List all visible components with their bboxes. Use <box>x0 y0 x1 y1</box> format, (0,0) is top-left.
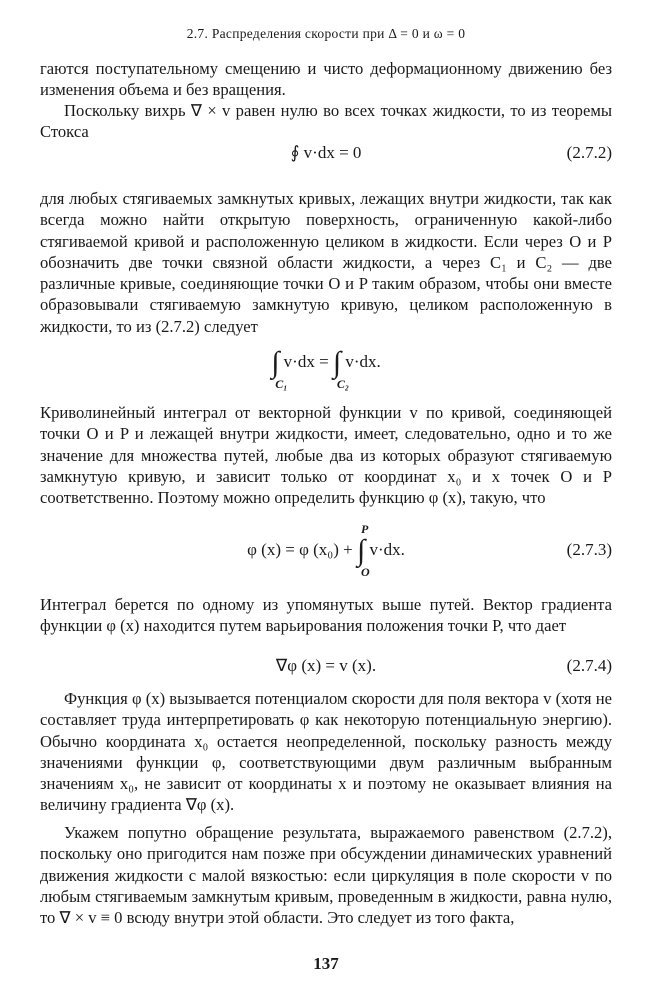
paragraph-7-text: Укажем попутно обращение результата, выражаемого равенством (2.7.2), поскольку оно пригодится нам позже при обсуждении динамических уравнений движения жидкости с малой вязкостью: если циркуляция в поле скорости v по любым стягиваемым замкнутым кривым, проведенным в жидкости, равна нулю, то ∇ × v ≡ 0 всюду внутри этой области. Это следует из того факта, <box>40 823 612 928</box>
integral-sign-icon: ∫ <box>332 346 342 379</box>
equation-2-7-3-lhs: φ (x) = φ (x₀) + <box>247 539 353 559</box>
equation-2-7-3 <box>40 522 612 579</box>
paragraph-6-text: Функция φ (x) вызывается потенциалом скорости для поля вектора v (хотя не составляет труда интерпретировать φ как некоторую потенциальную энергию). Обычно координата x₀ остается неопределенной, поскольку разность между значениями функции φ, соответствующими двум различным выбранным значениям x₀, не зависит от координаты x и поэтому не оказывает влияния на величину градиента ∇φ (x). <box>40 689 612 815</box>
integral-c1-lower-limit: C₁ <box>275 377 288 391</box>
paragraph-5-text: Интеграл берется по одному из упомянутых выше путей. Вектор градиента функции φ (x) находится путем варьирования положения точки P, что дает <box>40 595 612 636</box>
equation-2-7-4-number: (2.7.4) <box>566 656 612 675</box>
paragraph-4 <box>40 402 612 508</box>
equation-2-7-3-expression <box>40 522 612 579</box>
equation-2-7-3-number: (2.7.3) <box>566 540 612 559</box>
paragraph-7 <box>40 822 612 928</box>
equation-2-7-4-expression: ∇φ (x) = v (x). <box>275 656 377 675</box>
paragraph-2 <box>40 100 612 143</box>
equation-2-7-2 <box>40 143 612 173</box>
paragraph-4-text: Криволинейный интеграл от векторной функции v по кривой, соединяющей точки O и P и лежащей внутри жидкости, имеет, следовательно, одно и то же значение для множества путей, любые два из которых образуют стягиваемую замкнутую кривую, и зависит только от координат x₀ и x точек O и P соответственно. Поэтому можно определить функцию φ (x), такую, что <box>40 403 612 508</box>
integral-o-to-p <box>356 522 370 579</box>
paragraph-1 <box>40 58 612 101</box>
paragraph-6 <box>40 688 612 816</box>
path-integrals-rhs: v·dx. <box>345 351 381 371</box>
path-integrals-expression <box>40 346 612 391</box>
integral-sign-icon: ∫ <box>271 346 280 379</box>
paragraph-3-text: для любых стягиваемых замкнутых кривых, лежащих внутри жидкости, так как всегда можно найти открытую поверхность, ограниченную какой-либо стягиваемой кривой и расположенную целиком в жидкости. Если через O и P обозначить две точки связной области жидкости, а через C₁ и C₂ — две различные кривые, соединяющие точки O и P таким образом, чтобы они вместе образовывали стягиваемую замкнутую кривую, целиком расположенную в жидкости, то из (2.7.2) следует <box>40 189 612 336</box>
paragraph-3 <box>40 188 612 337</box>
paragraph-2-text: Поскольку вихрь ∇ × v равен нулю во всех точках жидкости, то из теоремы Стокса <box>40 101 612 142</box>
paragraph-1-text: гаются поступательному смещению и чисто деформационному движению без изменения объема и без вращения. <box>40 59 612 100</box>
running-header: 2.7. Распределения скорости при Δ = 0 и ω = 0 <box>186 26 466 41</box>
path-integrals-lhs: v·dx = <box>283 351 329 371</box>
integral-sign-icon: ∫ <box>356 534 366 567</box>
integral-upper-limit: P <box>360 522 369 536</box>
book-page <box>40 0 612 1000</box>
equation-2-7-2-number: (2.7.2) <box>566 143 612 162</box>
page-number: 137 <box>313 954 339 973</box>
paragraph-5 <box>40 594 612 637</box>
integral-c2-lower-limit: C₂ <box>336 377 350 391</box>
equation-2-7-2-expression: ∮ v·dx = 0 <box>290 143 362 162</box>
equation-2-7-4 <box>40 656 612 686</box>
integral-c1 <box>271 346 288 391</box>
integral-lower-limit: O <box>360 565 370 579</box>
integral-c2 <box>332 346 350 391</box>
equation-2-7-3-rhs: v·dx. <box>369 539 405 559</box>
equation-path-integrals <box>40 346 612 391</box>
